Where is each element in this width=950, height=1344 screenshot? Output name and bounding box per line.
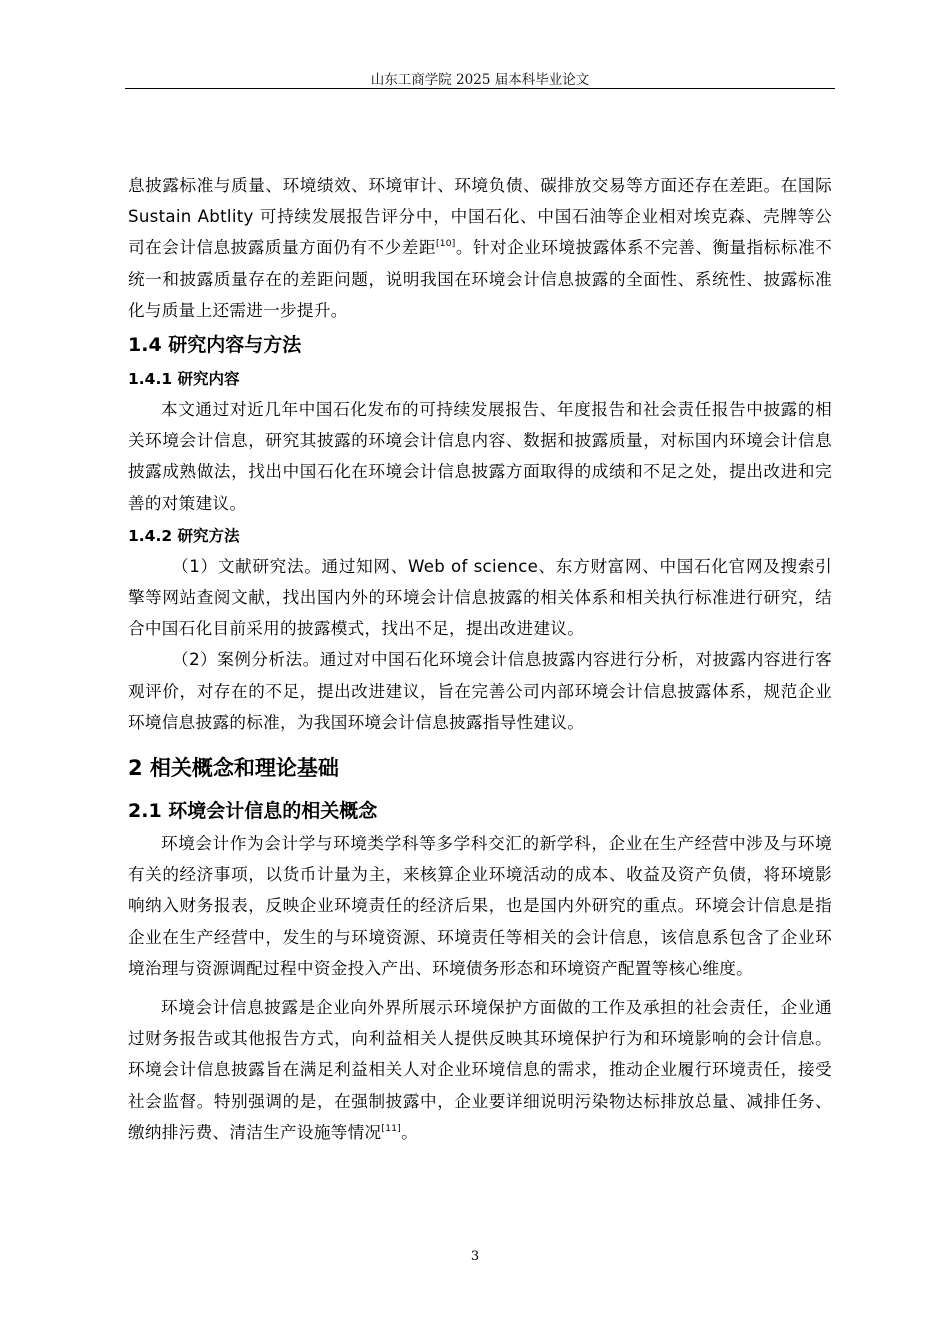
paragraph-spacer bbox=[128, 984, 832, 992]
disclosure-text-end: 。 bbox=[401, 1122, 418, 1142]
intro-text: 息披露标准与质量、环境绩效、环境审计、环境负债、碳排放交易等方面还存在差距。在国际 Sustain Abtlity 可持续发展报告评分中，中国石化、中国石油等企业相对埃克森、壳牌等公司在会计信息披露质量方面仍有不少差距 bbox=[128, 176, 832, 258]
page-content bbox=[128, 170, 832, 1148]
chapter-2-title: 2 相关概念和理论基础 bbox=[128, 756, 339, 781]
page-number: 3 bbox=[470, 1249, 480, 1264]
disclosure-text: 环境会计信息披露是企业向外界所展示环境保护方面做的工作及承担的社会责任，企业通过财务报告或其他报告方式，向利益相关人提供反映其环境保护行为和环境影响的会计信息。环境会计信息披露旨在满足利益相关人对企业环境信息的需求，推动企业履行环境责任，接受社会监督。特别强调的是，在强制披露中，企业要详细说明污染物达标排放总量、减排任务、缴纳排污费、清洁生产设施等情况 bbox=[128, 998, 832, 1142]
method-case-paragraph: （2）案例分析法。通过对中国石化环境会计信息披露内容进行分析，对披露内容进行客观评价，对存在的不足，提出改进建议，旨在完善公司内部环境会计信息披露体系，规范企业环境信息披露的标准，为我国环境会计信息披露指导性建议。 bbox=[128, 650, 832, 732]
research-content-paragraph: 本文通过对近几年中国石化发布的可持续发展报告、年度报告和社会责任报告中披露的相关环境会计信息，研究其披露的环境会计信息内容、数据和披露质量，对标国内环境会计信息披露成熟做法，找出中国石化在环境会计信息披露方面取得的成绩和不足之处，提出改进和完善的对策建议。 bbox=[128, 400, 832, 513]
citation-11: [11] bbox=[381, 1123, 402, 1134]
intro-text-cont: 。针对企业环境披露体系不完善、衡量指标标准不统一和披露质量存在的差距问题，说明我国在环境会计信息披露的全面性、系统性、披露标准化与质量上还需进一步提升。 bbox=[128, 238, 832, 320]
citation-10: [10] bbox=[435, 239, 456, 250]
section-2-1-title: 2.1 环境会计信息的相关概念 bbox=[128, 800, 378, 823]
section-1-4-title: 1.4 研究内容与方法 bbox=[128, 334, 302, 357]
running-header: 山东工商学院 2025 届本科毕业论文 bbox=[370, 72, 590, 88]
header-rule bbox=[125, 88, 835, 89]
section-1-4-1-title: 1.4.1 研究内容 bbox=[128, 370, 240, 389]
env-disclosure-paragraph bbox=[128, 992, 832, 1148]
env-accounting-paragraph: 环境会计作为会计学与环境类学科等多学科交汇的新学科，企业在生产经营中涉及与环境有关的经济事项，以货币计量为主，来核算企业环境活动的成本、收益及资产负债，将环境影响纳入财务报表，反映企业环境责任的经济后果，也是国内外研究的重点。环境会计信息是指企业在生产经营中，发生的与环境资源、环境责任等相关的会计信息，该信息系包含了企业环境治理与资源调配过程中资金投入产出、环境债务形态和环境资产配置等核心维度。 bbox=[128, 834, 832, 978]
method-literature-paragraph: （1）文献研究法。通过知网、Web of science、东方财富网、中国石化官网及搜索引擎等网站查阅文献，找出国内外的环境会计信息披露的相关体系和相关执行标准进行研究，结合中国石化目前采用的披露模式，找出不足，提出改进建议。 bbox=[128, 556, 832, 639]
section-1-4-2-title: 1.4.2 研究方法 bbox=[128, 526, 240, 545]
intro-paragraph bbox=[128, 170, 832, 326]
